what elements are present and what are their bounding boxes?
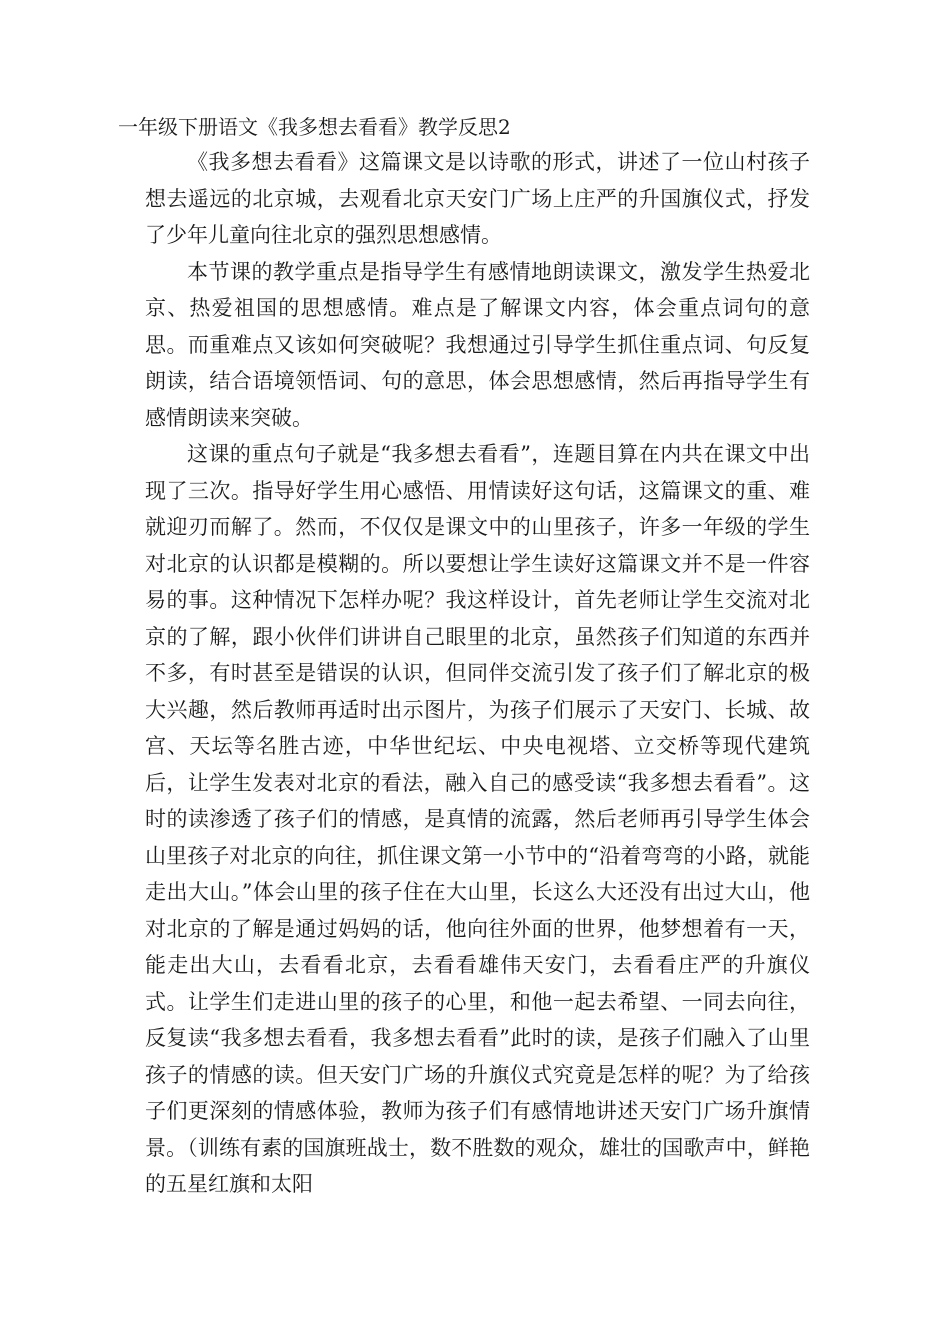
document-body: [145, 144, 810, 1203]
document-title: 一年级下册语文《我多想去看看》教学反思2: [118, 115, 511, 139]
paragraph-3: 这课的重点句子就是“我多想去看看”，连题目算在内共在课文中出现了三次。指导好学生用心感悟、用情读好这句话，这篇课文的重、难就迎刃而解了。然而，不仅仅是课文中的山里孩子，许多一年级的学生对北京的认识都是模糊的。所以要想让学生读好这篇课文并不是一件容易的事。这种情况下怎样办呢？我这样设计，首先老师让学生交流对北京的了解，跟小伙伴们讲讲自己眼里的北京，虽然孩子们知道的东西并不多，有时甚至是错误的认识，但同伴交流引发了孩子们了解北京的极大兴趣，然后教师再适时出示图片，为孩子们展示了天安门、长城、故宫、天坛等名胜古迹，中华世纪坛、中央电视塔、立交桥等现代建筑后，让学生发表对北京的看法，融入自己的感受读“我多想去看看”。这时的读渗透了孩子们的情感，是真情的流露，然后老师再引导学生体会山里孩子对北京的向往，抓住课文第一小节中的“沿着弯弯的小路，就能走出大山。”体会山里的孩子住在大山里，长这么大还没有出过大山，他对北京的了解是通过妈妈的话，他向往外面的世界，他梦想着有一天，能走出大山，去看看北京，去看看雄伟天安门，去看看庄严的升旗仪式。让学生们走进山里的孩子的心里，和他一起去希望、一同去向往，反复读“我多想去看看，我多想去看看”此时的读，是孩子们融入了山里孩子的情感的读。但天安门广场的升旗仪式究竟是怎样的呢？为了给孩子们更深刻的情感体验，教师为孩子们有感情地讲述天安门广场升旗情景。（训练有素的国旗班战士，数不胜数的观众，雄壮的国歌声中，鲜艳的五星红旗和太阳: [145, 442, 810, 1196]
paragraph-2: 本节课的教学重点是指导学生有感情地朗读课文，激发学生热爱北京、热爱祖国的思想感情。难点是了解课文内容，体会重点词句的意思。而重难点又该如何突破呢？我想通过引导学生抓住重点词、句反复朗读，结合语境领悟词、句的意思，体会思想感情，然后再指导学生有感情朗读来突破。: [145, 259, 810, 430]
paragraph-1: 《我多想去看看》这篇课文是以诗歌的形式，讲述了一位山村孩子想去遥远的北京城，去观看北京天安门广场上庄严的升国旗仪式，抒发了少年儿童向往北京的强烈思想感情。: [145, 150, 810, 247]
